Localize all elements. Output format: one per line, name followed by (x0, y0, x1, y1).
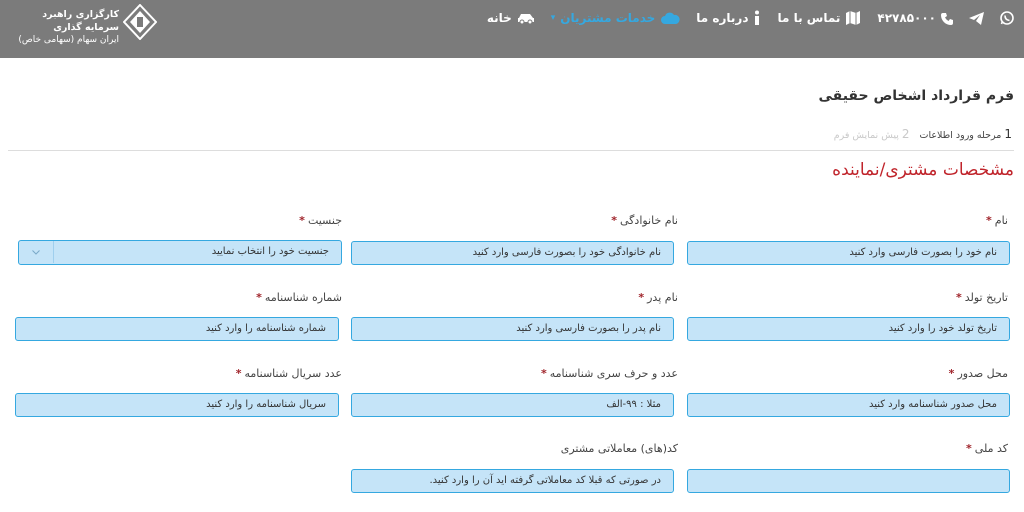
required-mark: * (540, 367, 547, 380)
gender-select[interactable] (18, 240, 342, 265)
father-name-label-text: نام پدر (647, 291, 678, 304)
required-mark: * (611, 214, 618, 227)
whatsapp-icon (1000, 11, 1014, 25)
issue-place-label-text: محل صدور (957, 367, 1008, 380)
step-2[interactable] (834, 127, 910, 141)
first-name-input[interactable]: نام خود را بصورت فارسی وارد کنید (687, 241, 1010, 265)
required-mark: * (986, 214, 992, 227)
national-code-label-text: کد ملی (974, 442, 1008, 455)
required-mark: * (948, 367, 955, 380)
required-mark: * (955, 291, 962, 304)
nav-home[interactable] (487, 11, 535, 25)
required-mark: * (235, 367, 242, 380)
chevron-down-icon: ▾ (550, 13, 556, 23)
cloud-icon (660, 12, 680, 25)
phone-number: ۴۲۷۸۵۰۰۰ (877, 11, 936, 25)
first-name-label (986, 214, 1008, 227)
step-2-number: 2 (901, 127, 910, 141)
gender-select-value: جنسیت خود را انتخاب نمایید (211, 246, 329, 257)
father-name-input[interactable]: نام پدر را بصورت فارسی وارد کنید (351, 317, 674, 341)
father-name-label (638, 291, 678, 304)
nav-home-label: خانه (486, 11, 512, 25)
last-name-input[interactable]: نام خانوادگی خود را بصورت فارسی وارد کنید (351, 241, 674, 265)
nav-telegram[interactable] (969, 12, 984, 25)
national-code-input[interactable] (687, 469, 1010, 493)
nav-services-label: خدمات مشتریان (560, 11, 656, 25)
car-icon (517, 12, 535, 24)
step-1-number: 1 (1004, 127, 1012, 141)
required-mark: * (966, 442, 972, 455)
gender-label (299, 214, 342, 227)
id-serial-input[interactable]: سریال شناسنامه را وارد کنید (15, 393, 339, 417)
nav-contact[interactable] (777, 11, 861, 25)
brand-name (9, 8, 119, 47)
nav-contact-label: تماس با ما (777, 11, 841, 25)
form-title: فرم قرارداد اشخاص حقیقی (818, 88, 1014, 104)
issue-place-input[interactable]: محل صدور شناسنامه وارد کنید (687, 393, 1010, 417)
nav-services[interactable] (551, 11, 681, 25)
map-icon (845, 11, 861, 25)
gender-label-text: جنسیت (307, 214, 342, 227)
nav-about[interactable] (696, 10, 761, 26)
step-2-label: پیش نمایش فرم (833, 130, 899, 141)
brand-logo[interactable] (6, 4, 161, 44)
issue-place-label (949, 367, 1008, 380)
main-nav (471, 0, 1024, 36)
section-title: مشخصات مشتری/نماینده (832, 160, 1014, 180)
id-series-label (541, 367, 678, 380)
telegram-icon (969, 12, 984, 25)
birth-date-input[interactable]: تاریخ تولد خود را وارد کنید (687, 317, 1010, 341)
phone-icon (941, 12, 953, 25)
required-mark: * (256, 291, 262, 304)
info-icon (753, 10, 761, 26)
step-1-label: مرحله ورود اطلاعات (919, 130, 1002, 141)
birth-date-label-text: تاریخ تولد (964, 291, 1008, 304)
id-series-input[interactable]: مثلا : ۹۹-الف (351, 393, 674, 417)
last-name-label-text: نام خانوادگی (620, 214, 678, 227)
required-mark: * (638, 291, 645, 304)
divider (8, 150, 1014, 151)
chevron-down-icon[interactable] (19, 241, 54, 263)
step-1[interactable] (920, 127, 1013, 141)
nav-about-label: درباره ما (696, 11, 749, 25)
id-series-label-text: عدد و حرف سری شناسنامه (549, 367, 678, 380)
id-number-label (256, 291, 342, 304)
top-navbar (0, 0, 1024, 58)
last-name-label (611, 214, 678, 227)
id-number-label-text: شماره شناسنامه (264, 291, 342, 304)
id-serial-label-text: عدد سریال شناسنامه (244, 367, 342, 380)
trading-codes-input[interactable]: در صورتی که قبلا کد معاملاتی گرفته اید آن را وارد کنید. (351, 469, 674, 493)
form-steps (834, 127, 1012, 141)
brand-line-1: کارگزاری راهبرد سرمایه گذاری (42, 9, 119, 33)
logo-icon (123, 4, 157, 40)
required-mark: * (299, 214, 305, 227)
national-code-label (966, 442, 1008, 455)
trading-codes-label (561, 442, 678, 455)
birth-date-label (956, 291, 1008, 304)
id-number-input[interactable]: شماره شناسنامه را وارد کنید (15, 317, 339, 341)
nav-phone[interactable] (877, 11, 953, 25)
trading-codes-label-text: کد(های) معاملاتی مشتری (560, 442, 678, 455)
id-serial-label (236, 367, 342, 380)
brand-line-2: ایران سهام (سهامی خاص) (18, 35, 119, 45)
nav-whatsapp[interactable] (1000, 11, 1014, 25)
first-name-label-text: نام (994, 214, 1008, 227)
